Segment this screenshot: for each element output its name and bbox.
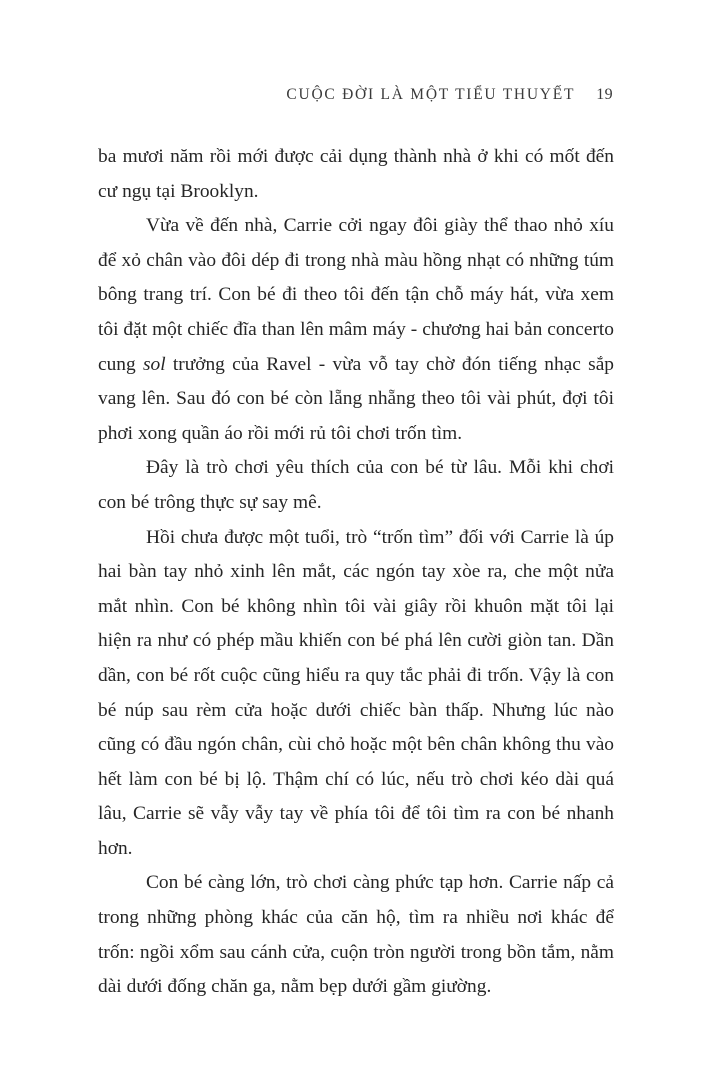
text-run: Vừa về đến nhà, Carrie cởi ngay đôi giày thể thao nhỏ xíu để xỏ chân vào đôi dép đi trong nhà màu hồng nhạt có những túm bông trang trí. Con bé đi theo tôi đến tận chỗ máy hát, vừa xem tôi đặt một chiếc đĩa than lên mâm máy - chương hai bản concerto cung	[98, 215, 614, 375]
text-run: Đây là trò chơi yêu thích của con bé từ lâu. Mỗi khi chơi con bé trông thực sự say mê.	[98, 457, 614, 513]
paragraph	[98, 866, 614, 1004]
paragraph	[98, 140, 614, 209]
running-header	[98, 86, 613, 104]
text-run: Con bé càng lớn, trò chơi càng phức tạp hơn. Carrie nấp cả trong những phòng khác của căn hộ, tìm ra nhiều nơi khác để trốn: ngồi xổm sau cánh cửa, cuộn tròn người trong bồn tắm, nằm dài dưới đống chăn ga, nằm bẹp dưới gầm giường.	[98, 872, 614, 998]
italic-term: sol	[142, 353, 166, 375]
text-run: ba mươi năm rồi mới được cải dụng thành nhà ở khi có mốt đến cư ngụ tại Brooklyn.	[98, 146, 614, 202]
paragraph	[98, 451, 614, 520]
text-run: Hồi chưa được một tuổi, trò “trốn tìm” đối với Carrie là úp hai bàn tay nhỏ xinh lên mắt, các ngón tay xòe ra, che một nửa mắt nhìn. Con bé không nhìn tôi vài giây rồi khuôn mặt tôi lại hiện ra như có phép mầu khiến con bé phá lên cười giòn tan. Dần dần, con bé rốt cuộc cũng hiểu ra quy tắc phải đi trốn. Vậy là con bé núp sau rèm cửa hoặc dưới chiếc bàn thấp. Nhưng lúc nào cũng có đầu ngón chân, cùi chỏ hoặc một bên chân không thu vào hết làm con bé bị lộ. Thậm chí có lúc, nếu trò chơi kéo dài quá lâu, Carrie sẽ vẫy vẫy tay về phía tôi để tôi tìm ra con bé nhanh hơn.	[98, 526, 614, 859]
running-header-title: CUỘC ĐỜI LÀ MỘT TIỂU THUYẾT	[286, 86, 576, 103]
paragraph	[98, 521, 614, 867]
body-text-column	[98, 140, 614, 1005]
paragraph	[98, 209, 614, 451]
text-run: trưởng của Ravel - vừa vỗ tay chờ đón tiếng nhạc sắp vang lên. Sau đó con bé còn lẵng nhẵng theo tôi vài phút, đợi tôi phơi xong quần áo rồi mới rủ tôi chơi trốn tìm.	[98, 353, 614, 444]
page-number: 19	[596, 86, 613, 103]
